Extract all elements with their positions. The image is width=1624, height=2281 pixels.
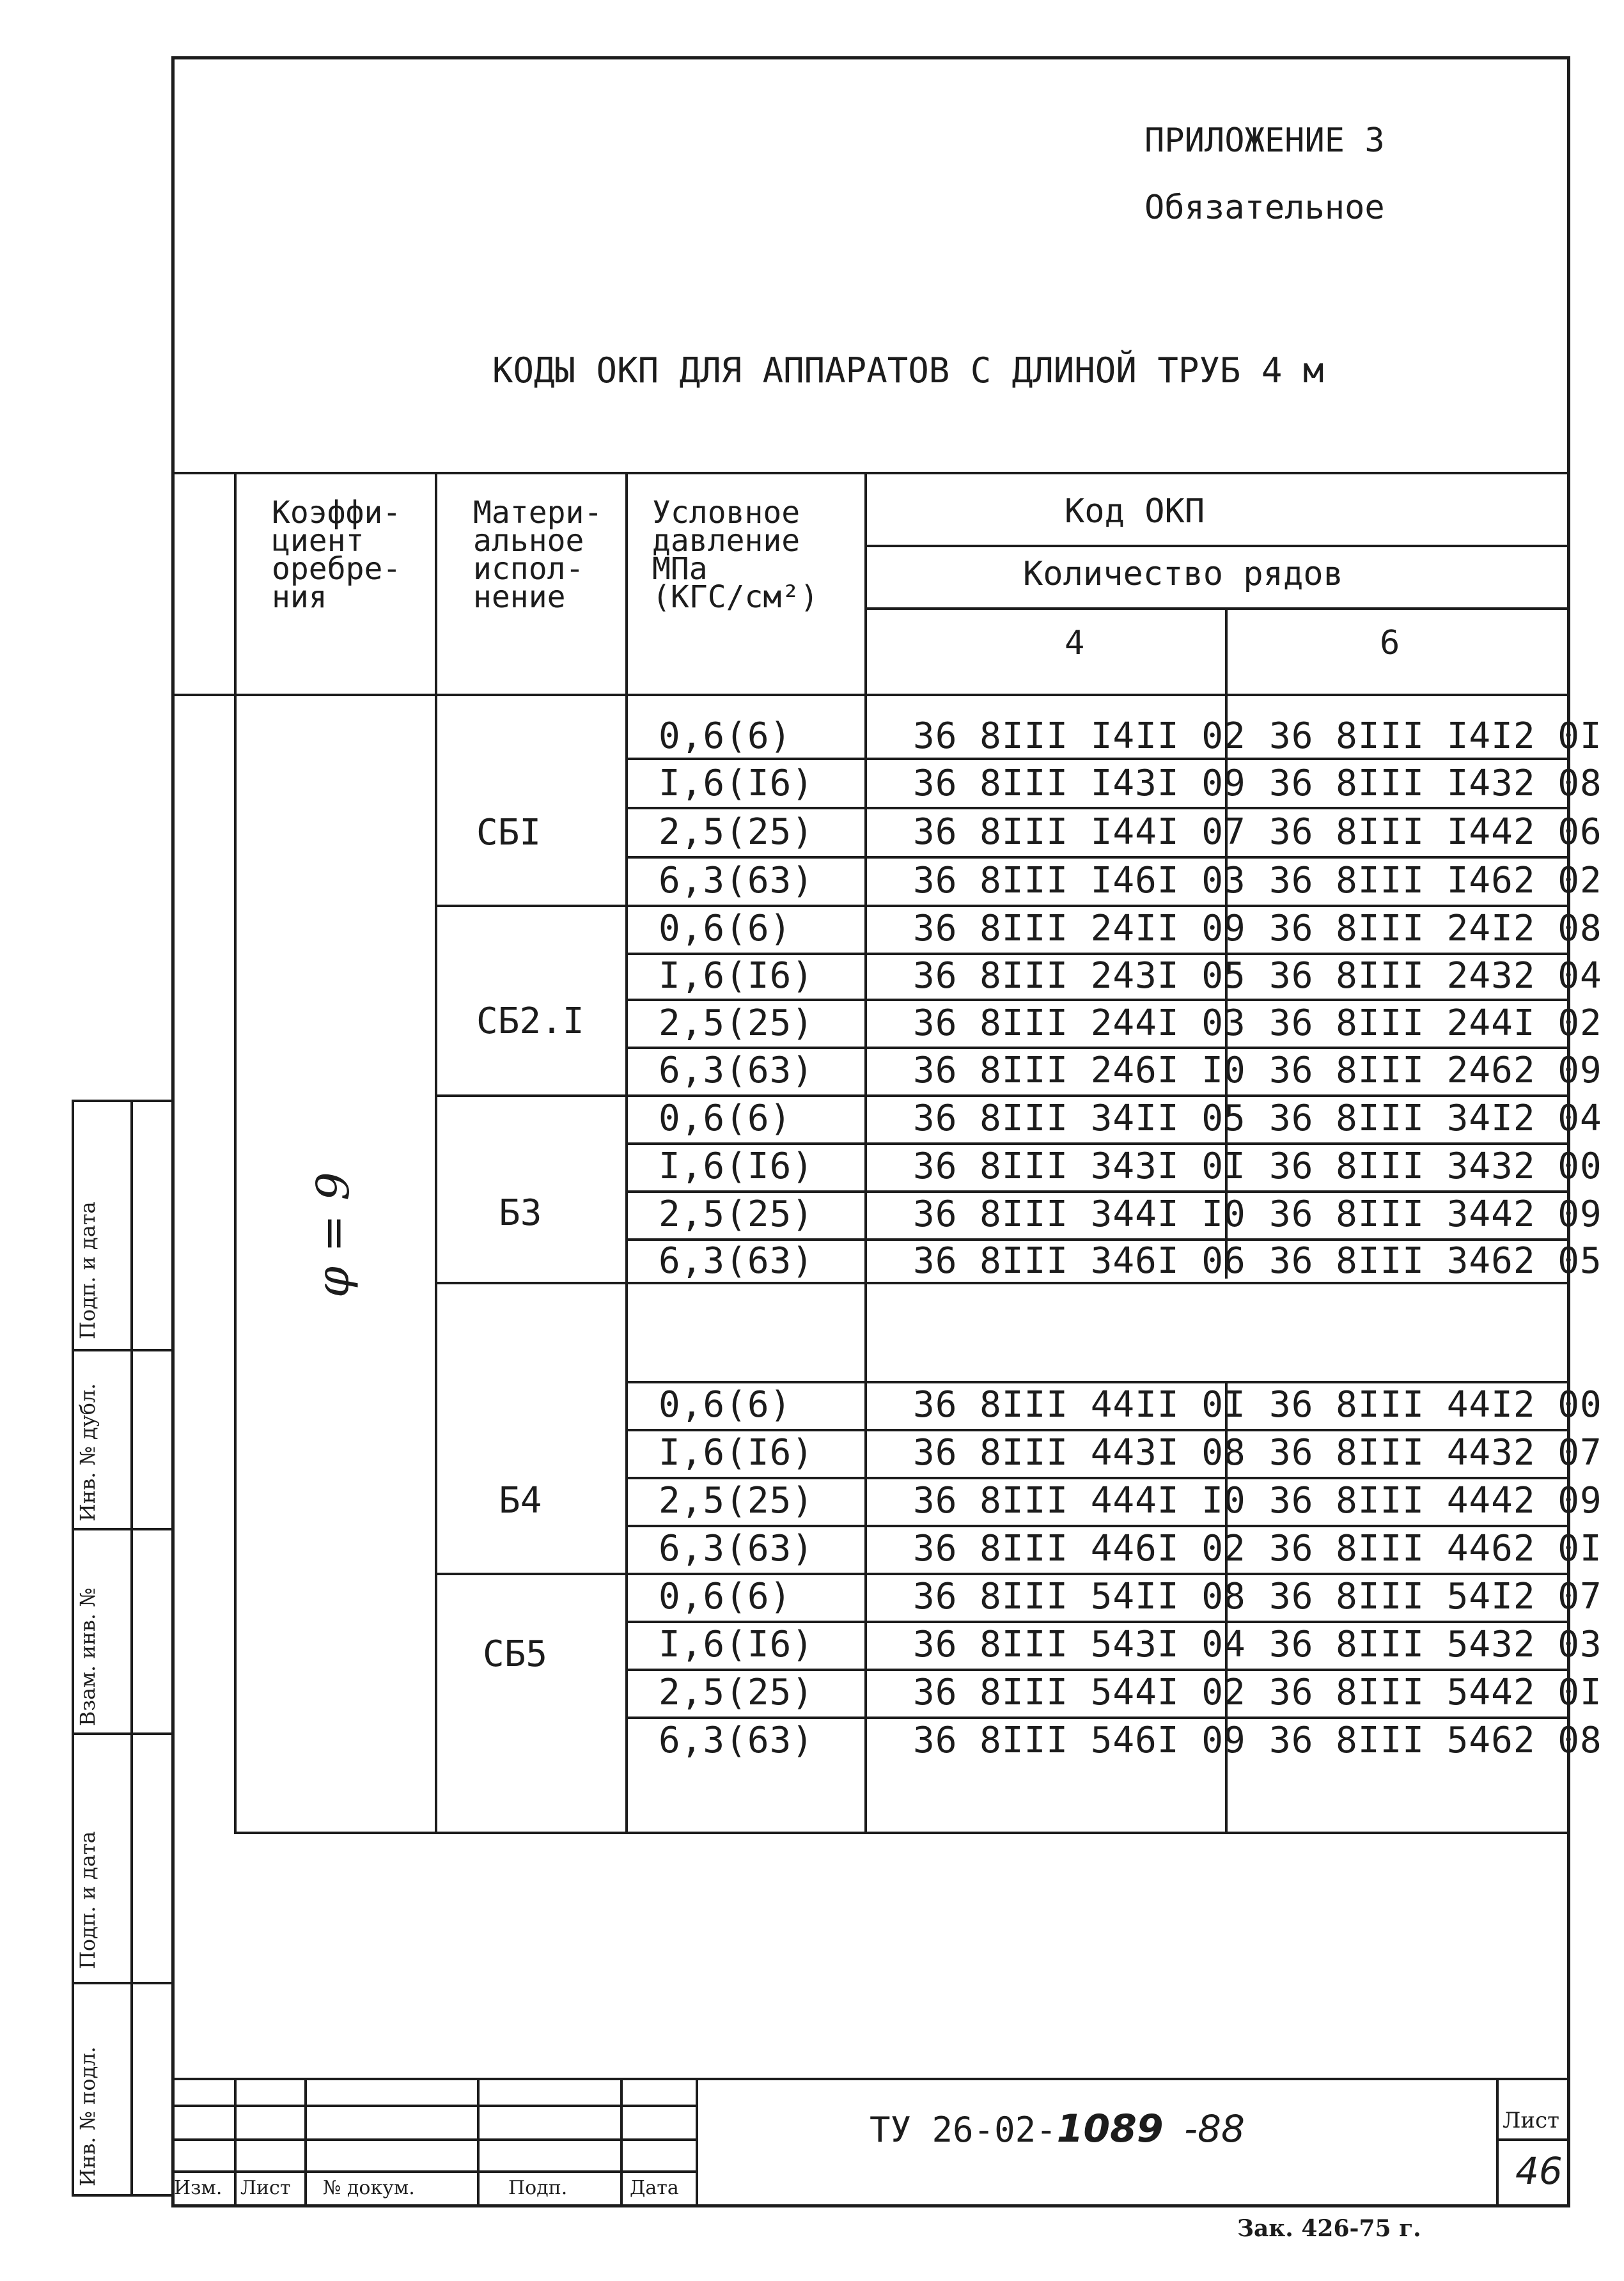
tb-designation-prefix: ТУ 26-02-	[870, 2110, 1057, 2150]
code4-cell: 36 8III 243I 05	[913, 955, 1246, 997]
code4-cell: 36 8III 24II 09	[913, 908, 1246, 949]
pressure-cell: I,6(I6)	[659, 955, 815, 997]
table-top-rule	[171, 472, 1570, 474]
code6-cell: 36 8III 34I2 04	[1269, 1098, 1602, 1139]
header-row-count: Количество рядов	[1023, 555, 1343, 593]
code6-cell: 36 8III 4462 0I	[1269, 1528, 1602, 1569]
code6-cell: 36 8III 54I2 07	[1269, 1576, 1602, 1617]
pressure-cell: 6,3(63)	[659, 860, 815, 901]
pressure-cell: 2,5(25)	[659, 811, 815, 853]
code4-cell: 36 8III I44I 07	[913, 811, 1246, 853]
pressure-cell: 2,5(25)	[659, 1194, 815, 1235]
order-note: Зак. 426-75 г.	[1237, 2215, 1421, 2242]
tb-sheet-number: 46	[1515, 2149, 1563, 2193]
tb-designation	[870, 2106, 1245, 2151]
header-pressure: Условное давление МПа (КГС/см²)	[652, 495, 819, 615]
code4-cell: 36 8III 44II 0I	[913, 1384, 1246, 1426]
pressure-cell: 0,6(6)	[659, 1384, 792, 1426]
code6-cell: 36 8III 2462 09	[1269, 1050, 1602, 1091]
code4-cell: 36 8III 444I I0	[913, 1480, 1246, 1522]
code4-cell: 36 8III I4II 02	[913, 715, 1246, 757]
code4-cell: 36 8III I43I 09	[913, 763, 1246, 804]
code4-cell: 36 8III 346I 06	[913, 1240, 1246, 1282]
code6-cell: 36 8III 4432 07	[1269, 1432, 1602, 1474]
code6-cell: 36 8III 3462 05	[1269, 1240, 1602, 1282]
stamp-podp-data-2: Подп. и дата	[75, 1201, 100, 1339]
pressure-cell: 6,3(63)	[659, 1720, 815, 1761]
code6-cell: 36 8III 3432 00	[1269, 1146, 1602, 1187]
code6-cell: 36 8III 44I2 00	[1269, 1384, 1602, 1426]
code4-cell: 36 8III 343I 0I	[913, 1146, 1246, 1187]
code6-cell: 36 8III 5462 08	[1269, 1720, 1602, 1761]
header-rows-4: 4	[1065, 624, 1085, 662]
code6-cell: 36 8III I462 02	[1269, 860, 1602, 901]
tb-label-list: Лист	[240, 2177, 291, 2199]
stamp-inner-line	[130, 1100, 133, 2194]
code6-cell: 36 8III 24I2 08	[1269, 908, 1602, 949]
code4-cell: 36 8III 344I I0	[913, 1194, 1246, 1235]
pressure-cell: 0,6(6)	[659, 1098, 792, 1139]
stamp-inv-podl: Инв. № подл.	[75, 2046, 100, 2186]
pressure-cell: 2,5(25)	[659, 1672, 815, 1713]
tb-label-doc: № докум.	[323, 2177, 415, 2199]
pressure-cell: I,6(I6)	[659, 1432, 815, 1474]
pressure-cell: 2,5(25)	[659, 1480, 815, 1522]
appendix-title: ПРИЛОЖЕНИЕ 3	[1144, 121, 1385, 160]
header-material: Матери- альное испол- нение	[473, 495, 603, 615]
mat-col-line	[435, 472, 437, 1833]
code6-cell: 36 8III I432 08	[1269, 763, 1602, 804]
header-okp-code: Код ОКП	[1065, 492, 1205, 531]
pressure-col-line	[625, 472, 628, 1833]
appendix-subtitle: Обязательное	[1144, 189, 1385, 227]
pressure-cell: I,6(I6)	[659, 763, 815, 804]
code4-cell: 36 8III 54II 08	[913, 1576, 1246, 1617]
material-b4: Б4	[499, 1480, 542, 1522]
code4-cell: 36 8III 543I 04	[913, 1624, 1246, 1665]
document-title: КОДЫ ОКП ДЛЯ АППАРАТОВ С ДЛИНОЙ ТРУБ 4 м	[492, 350, 1324, 391]
pressure-cell: 0,6(6)	[659, 715, 792, 757]
code4-cell: 36 8III 544I 02	[913, 1672, 1246, 1713]
stamp-outer-line	[72, 1100, 74, 2194]
code4-cell: 36 8III 244I 03	[913, 1002, 1246, 1044]
code4-cell: 36 8III 443I 08	[913, 1432, 1246, 1474]
tb-designation-suffix: -88	[1184, 2107, 1245, 2151]
code4-cell: 36 8III 246I I0	[913, 1050, 1246, 1091]
pressure-cell: I,6(I6)	[659, 1624, 815, 1665]
code6-cell: 36 8III 5442 0I	[1269, 1672, 1602, 1713]
code6-cell: 36 8III 3442 09	[1269, 1194, 1602, 1235]
pressure-cell: 6,3(63)	[659, 1050, 815, 1091]
tb-label-podp: Подп.	[508, 2177, 568, 2199]
code4-cell: 36 8III 446I 02	[913, 1528, 1246, 1569]
stamp-vzam-inv: Взам. инв. №	[75, 1587, 100, 1726]
code4-cell: 36 8III 34II 05	[913, 1098, 1246, 1139]
code4-cell: 36 8III I46I 03	[913, 860, 1246, 901]
pressure-cell: 6,3(63)	[659, 1240, 815, 1282]
code6-cell: 36 8III I442 06	[1269, 811, 1602, 853]
table-header-bottom-rule	[171, 694, 1570, 696]
title-block-top-rule	[171, 2078, 1570, 2080]
code4-cell: 36 8III 546I 09	[913, 1720, 1246, 1761]
code6-cell: 36 8III 244I 02	[1269, 1002, 1602, 1044]
tb-designation-number: 1089	[1056, 2106, 1164, 2151]
material-sb5: СБ5	[483, 1633, 548, 1675]
coef-col-line	[234, 472, 237, 1833]
code6-cell: 36 8III 5432 03	[1269, 1624, 1602, 1665]
material-sb1: СБI	[476, 812, 542, 853]
code4-col-line	[864, 472, 867, 1833]
header-rows-6: 6	[1380, 624, 1400, 662]
header-coef: Коэффи- циент оребре- ния	[272, 495, 402, 615]
material-sb21: СБ2.I	[476, 1000, 584, 1042]
pressure-cell: 2,5(25)	[659, 1002, 815, 1044]
code6-cell: 36 8III 4442 09	[1269, 1480, 1602, 1522]
tb-sheet-label: Лист	[1503, 2108, 1559, 2133]
pressure-cell: 0,6(6)	[659, 1576, 792, 1617]
pressure-cell: 0,6(6)	[659, 908, 792, 949]
tb-label-data: Дата	[630, 2177, 679, 2199]
stamp-podp-data-1: Подп. и дата	[75, 1831, 100, 1969]
material-b3: Б3	[499, 1192, 542, 1234]
stamp-inv-dubl: Инв. № дубл.	[75, 1383, 100, 1522]
coef-value: φ = 9	[307, 1172, 359, 1298]
pressure-cell: 6,3(63)	[659, 1528, 815, 1569]
tb-label-izm: Изм.	[174, 2177, 223, 2199]
pressure-cell: I,6(I6)	[659, 1146, 815, 1187]
code6-cell: 36 8III 2432 04	[1269, 955, 1602, 997]
code6-cell: 36 8III I4I2 0I	[1269, 715, 1602, 757]
